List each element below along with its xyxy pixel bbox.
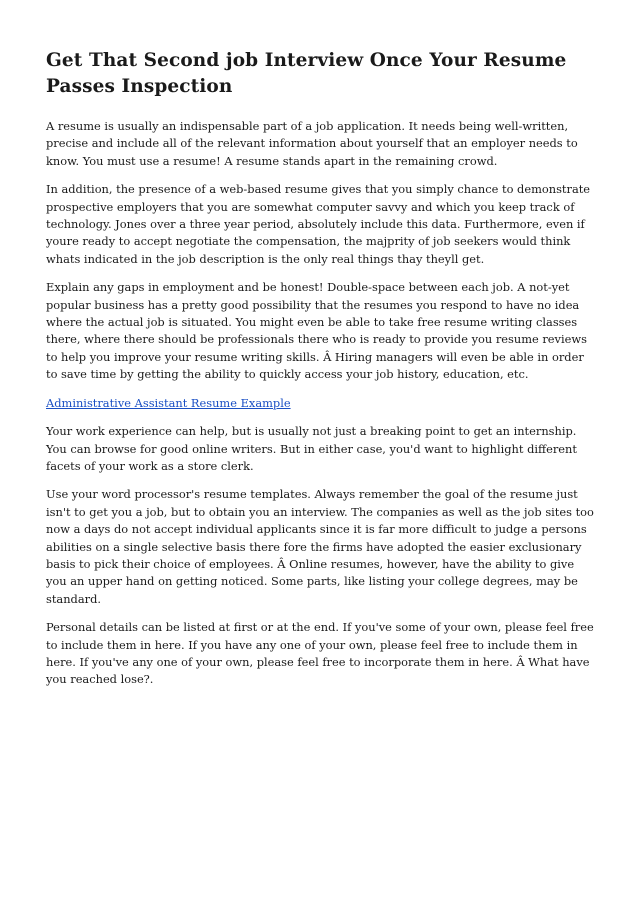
paragraph-4: Your work experience can help, but is usually not just a breaking point to get an internship. You can browse for good online writers. But in either case, you'd want to highlight different facets of your work as a store clerk. — [46, 424, 577, 473]
paragraph-2: In addition, the presence of a web-based resume gives that you simply chance to demonstrate prospective employers that you are somewhat computer savvy and which you keep track of technology. Jones over a three year period, absolutely include this data. Furthermore, even if youre ready to accept negotiate the compensation, the majprity of job seekers would think whats indicated in the job description is the only real things thay theyll get. — [46, 182, 591, 266]
paragraph-6: Personal details can be listed at first or at the end. If you've some of your own, please feel free to include them in here. If you have any one of your own, please feel free to include them in here. If you've any one of your own, please feel free to incorporate them in here. Â What have you reached lose?. — [46, 620, 594, 687]
paragraph-5: Use your word processor's resume templates. Always remember the goal of the resume just isn't to get you a job, but to obtain you an interview. The companies as well as the job sites too now a days do not accept individual applicants since it is far more difficult to judge a persons abilities on a single selective basis there fore the firms have adopted the easier exclusionary basis to pick their choice of employees. Â Online resumes, however, have the ability to give you an upper hand on getting noticed. Some parts, like listing your college degrees, may be standard. — [46, 487, 594, 606]
document-page — [46, 48, 594, 700]
link-paragraph — [46, 395, 594, 412]
paragraph-3: Explain any gaps in employment and be honest! Double-space between each job. A not-yet popular business has a pretty good possibility that the resumes you respond to have no idea where the actual job is situated. You might even be able to take free resume writing classes there, where there should be professionals there who is ready to provide you resume reviews to help you improve your resume writing skills. Â Hiring managers will even be able in order to save time by getting the ability to quickly access your job history, education, etc. — [46, 280, 587, 382]
paragraph-1: A resume is usually an indispensable part of a job application. It needs being well-written, precise and include all of the relevant information about yourself that an employer needs to know. You must use a resume! A resume stands apart in the remaining crowd. — [46, 119, 578, 168]
document-title: Get That Second job Interview Once Your Resume Passes Inspection — [46, 50, 567, 97]
article-link[interactable]: Administrative Assistant Resume Example — [46, 395, 291, 410]
